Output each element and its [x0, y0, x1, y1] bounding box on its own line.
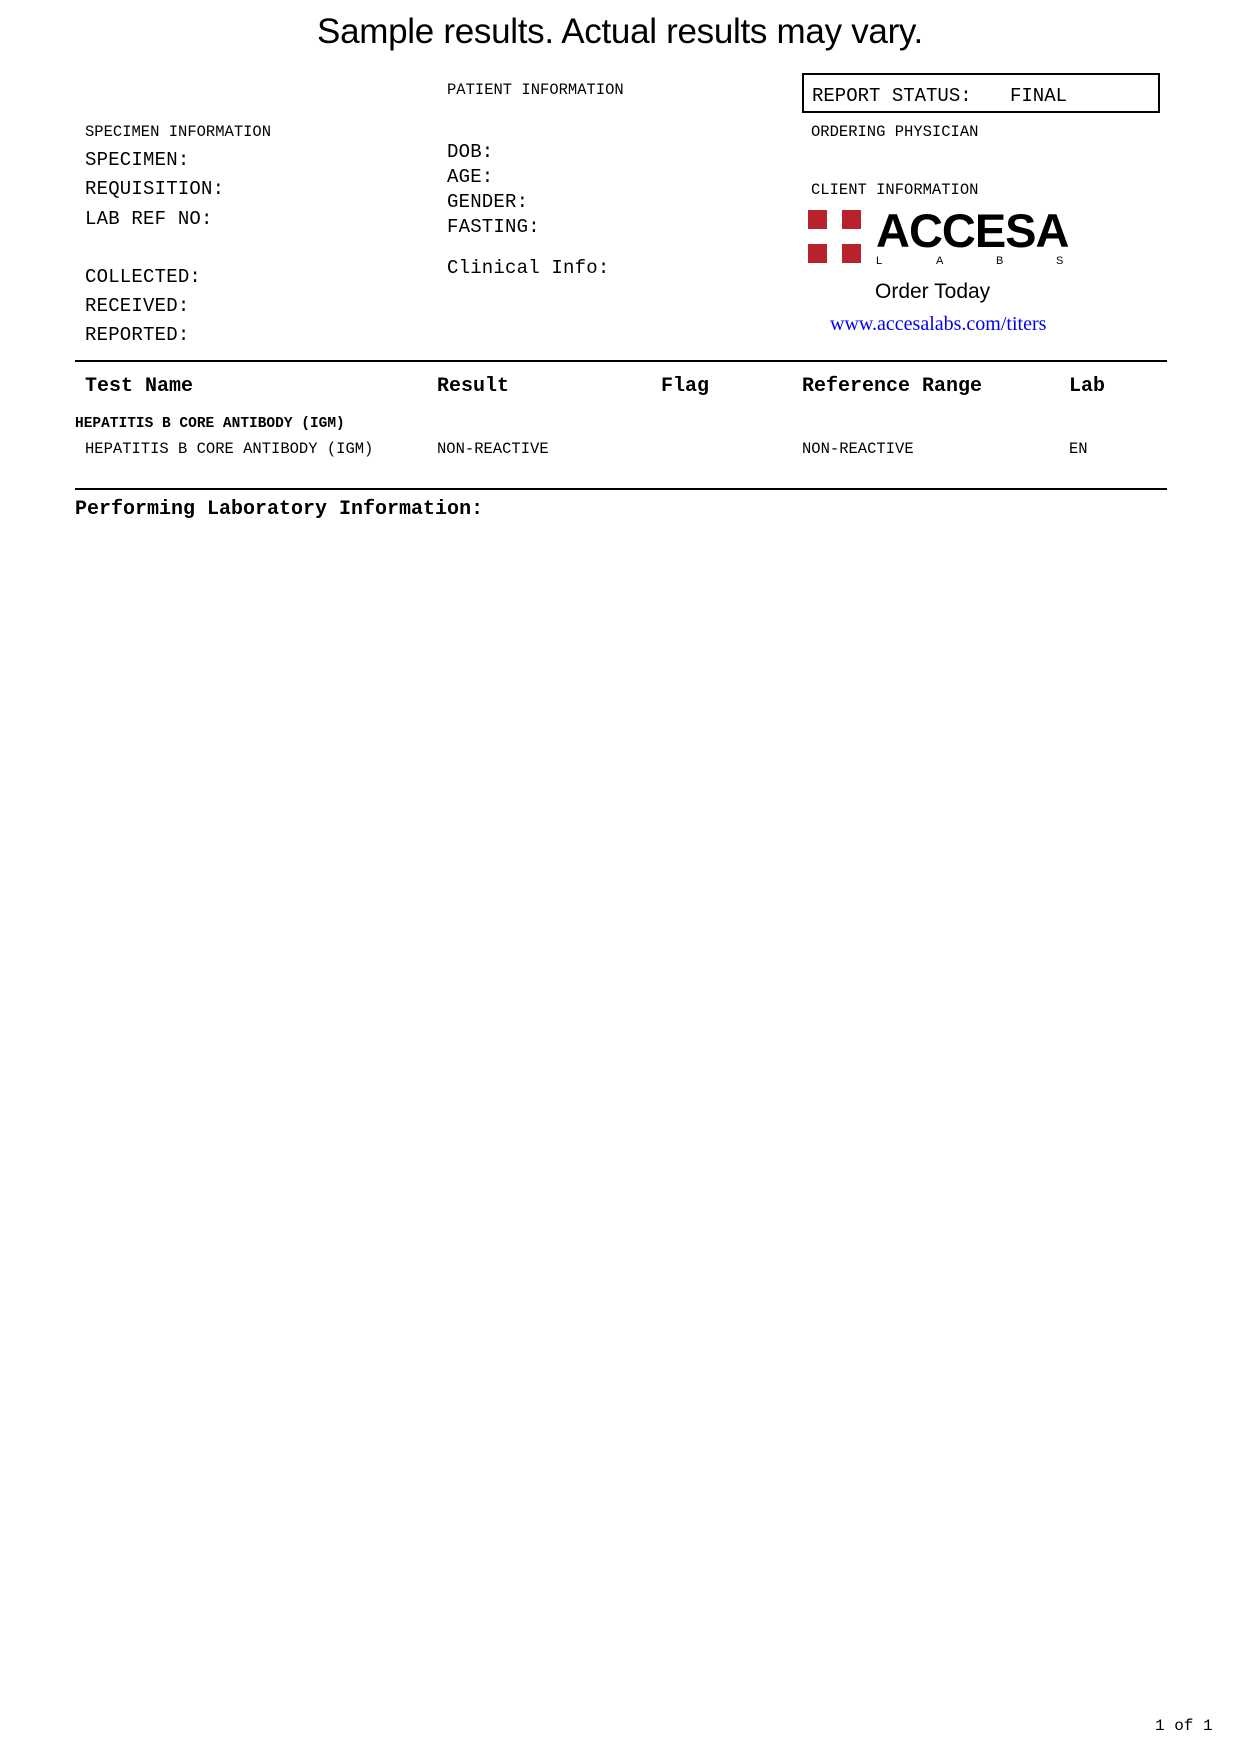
- clinical-info-label: Clinical Info:: [447, 257, 610, 279]
- logo-square-top-left: [808, 210, 827, 229]
- received-label: RECEIVED:: [85, 295, 190, 317]
- client-information-heading: CLIENT INFORMATION: [811, 181, 979, 199]
- test-group-title: HEPATITIS B CORE ANTIBODY (IGM): [75, 416, 345, 432]
- logo-sub-letter-l: L: [876, 255, 883, 267]
- performing-laboratory-heading: Performing Laboratory Information:: [75, 498, 484, 521]
- row-result: NON-REACTIVE: [437, 440, 549, 458]
- table-top-divider: [75, 360, 1167, 362]
- page-indicator: 1 of 1: [1155, 1717, 1213, 1735]
- gender-label: GENDER:: [447, 191, 529, 213]
- patient-information-heading: PATIENT INFORMATION: [447, 81, 624, 99]
- ordering-physician-heading: ORDERING PHYSICIAN: [811, 123, 979, 141]
- fasting-label: FASTING:: [447, 216, 540, 238]
- logo-square-bottom-left: [808, 244, 827, 263]
- accesa-logo-mark: [808, 210, 864, 266]
- report-status-value: FINAL: [1010, 85, 1068, 107]
- column-header-result: Result: [437, 375, 510, 398]
- report-status-box: [802, 73, 1160, 113]
- collected-label: COLLECTED:: [85, 266, 202, 288]
- logo-square-top-right: [842, 210, 861, 229]
- logo-square-bottom-right: [842, 244, 861, 263]
- dob-label: DOB:: [447, 141, 494, 163]
- row-reference-range: NON-REACTIVE: [802, 440, 914, 458]
- accesa-logo-wordmark: ACCESA: [876, 204, 1069, 257]
- order-today-text: Order Today: [875, 280, 991, 303]
- specimen-information-heading: SPECIMEN INFORMATION: [85, 123, 272, 141]
- logo-sub-letter-b: B: [996, 255, 1004, 267]
- age-label: AGE:: [447, 166, 494, 188]
- table-bottom-divider: [75, 488, 1167, 490]
- specimen-label: SPECIMEN:: [85, 149, 190, 171]
- sample-disclaimer-banner: Sample results. Actual results may vary.: [317, 12, 923, 51]
- lab-ref-no-label: LAB REF NO:: [85, 208, 213, 230]
- column-header-reference-range: Reference Range: [802, 375, 983, 398]
- column-header-test-name: Test Name: [85, 375, 194, 398]
- logo-sub-letter-s: S: [1056, 255, 1064, 267]
- logo-sub-letter-a: A: [936, 255, 944, 267]
- requisition-label: REQUISITION:: [85, 178, 225, 200]
- reported-label: REPORTED:: [85, 324, 190, 346]
- accesa-titers-link[interactable]: www.accesalabs.com/titers: [830, 313, 1047, 335]
- column-header-flag: Flag: [661, 375, 710, 398]
- column-header-lab: Lab: [1069, 375, 1106, 398]
- row-lab: EN: [1069, 440, 1088, 458]
- row-test-name: HEPATITIS B CORE ANTIBODY (IGM): [85, 440, 374, 458]
- report-status-label: REPORT STATUS:: [812, 85, 972, 107]
